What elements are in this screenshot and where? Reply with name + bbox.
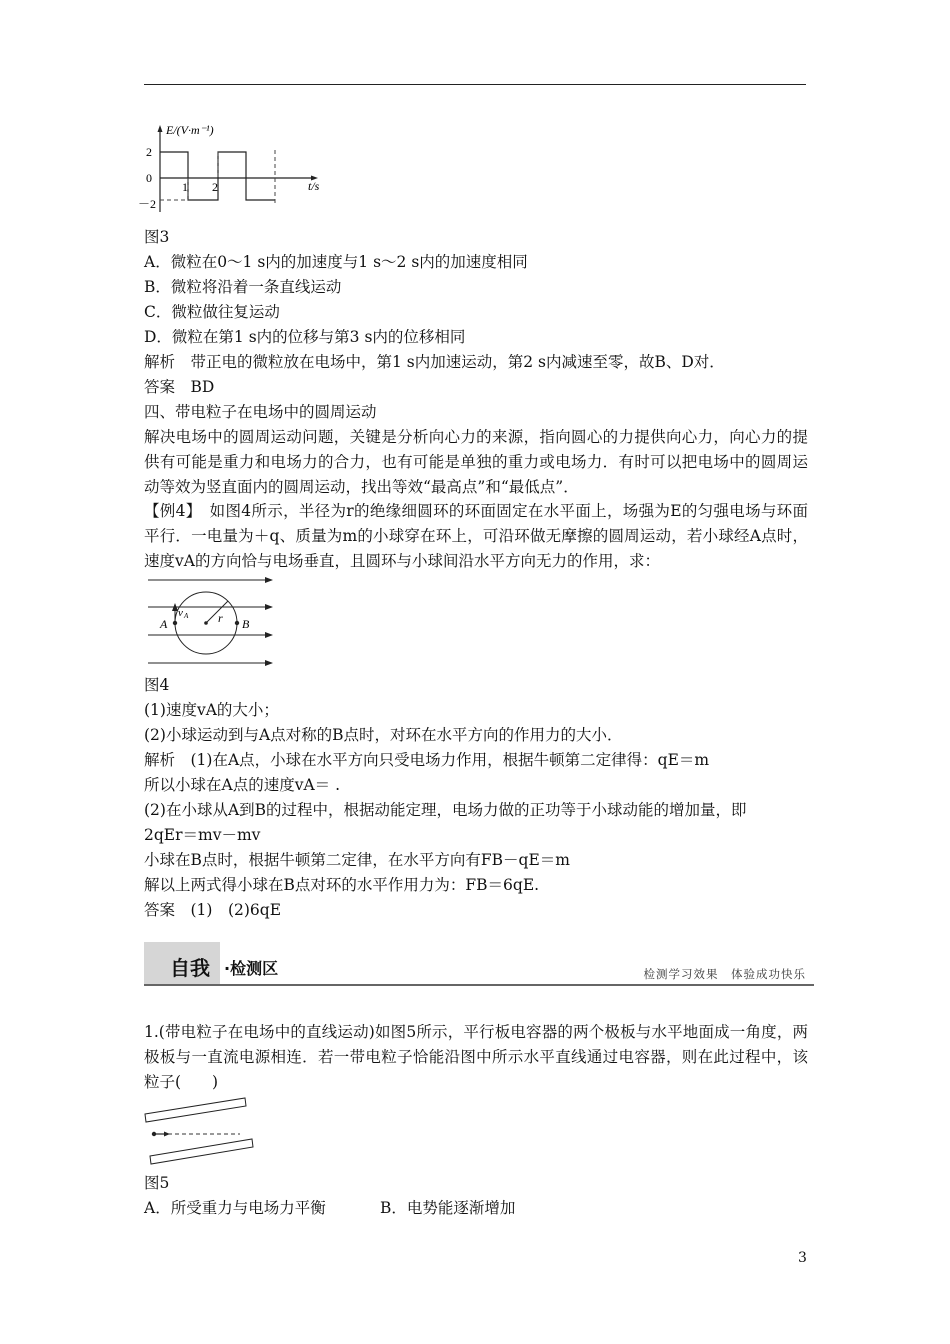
option-c: C．微粒做往复运动 bbox=[144, 303, 280, 321]
option-b: B．微粒将沿着一条直线运动 bbox=[144, 278, 342, 296]
y-axis-label: E/(V·m⁻¹) bbox=[166, 123, 214, 137]
solution-line-4: 2qEr＝mv－mv bbox=[144, 826, 261, 844]
radius-label: r bbox=[218, 611, 223, 625]
velocity-subscript: A bbox=[184, 612, 189, 620]
solution-line-6: 解以上两式得小球在B点对环的水平作用力为：FB＝6qE. bbox=[144, 876, 540, 894]
y-tick-neg2: －2 bbox=[138, 197, 157, 211]
option-d: D．微粒在第1 s内的位移与第3 s内的位移相同 bbox=[144, 328, 466, 346]
answer-1: 答案 BD bbox=[144, 378, 215, 396]
velocity-label: v bbox=[178, 607, 183, 619]
y-tick-0: 0 bbox=[146, 171, 152, 185]
header-rule bbox=[144, 84, 806, 85]
figure-3-graph bbox=[138, 120, 338, 214]
section-4-text: 解决电场中的圆周运动问题，关键是分析向心力的来源，指向圆心的力提供向心力，向心力的提供有可能是重力和电场力的合力，也有可能是单独的重力或电场力．有时可以把电场中的圆周运动等效为竖直面内的圆周运动，找出等效“最高点”和“最低点”． bbox=[144, 428, 808, 496]
figure-5-diagram bbox=[144, 1094, 264, 1170]
x-tick-1: 1 bbox=[182, 180, 188, 194]
solution-line-3: (2)在小球从A到B的过程中，根据动能定理，电场力做的正功等于小球动能的增加量，即 bbox=[144, 801, 747, 819]
solution-line-5: 小球在B点时，根据牛顿第二定律，在水平方向有FB－qE＝m bbox=[144, 851, 570, 869]
point-b-label: B bbox=[242, 617, 250, 631]
y-tick-2: 2 bbox=[146, 145, 152, 159]
x-tick-2: 2 bbox=[212, 180, 218, 194]
answer-4: 答案 (1) (2)6qE bbox=[144, 901, 282, 919]
self-check-banner bbox=[144, 942, 814, 986]
page-number: 3 bbox=[798, 1250, 807, 1266]
banner-slogan: 检测学习效果 体验成功快乐 bbox=[643, 967, 806, 981]
question-5-option-a: A．所受重力与电场力平衡 bbox=[144, 1199, 326, 1217]
banner-subtitle: ·检测区 bbox=[224, 959, 279, 978]
solution-line-1: 解析 (1)在A点，小球在水平方向只受电场力作用，根据牛顿第二定律得：qE＝m bbox=[144, 751, 710, 769]
section-4-title: 四、带电粒子在电场中的圆周运动 bbox=[144, 403, 377, 421]
banner-title: 自我 bbox=[170, 956, 210, 980]
figure-4-caption: 图4 bbox=[144, 676, 170, 694]
question-5-option-b: B．电势能逐渐增加 bbox=[380, 1199, 516, 1217]
x-axis-label: t/s bbox=[308, 179, 320, 193]
figure-4-diagram bbox=[144, 572, 280, 672]
question-4-2: (2)小球运动到与A点对称的B点时，对环在水平方向的作用力的大小． bbox=[144, 726, 623, 744]
point-a-label: A bbox=[160, 617, 168, 631]
figure-3-caption: 图3 bbox=[144, 228, 170, 246]
question-5-text: 1.(带电粒子在电场中的直线运动)如图5所示，平行板电容器的两个极板与水平地面成一角度，两极板与一直流电源相连．若一带电粒子恰能沿图中所示水平直线通过电容器，则在此过程中，该粒子( ) bbox=[144, 1023, 808, 1091]
analysis-1: 解析 带正电的微粒放在电场中，第1 s内加速运动，第2 s内减速至零，故B、D对． bbox=[144, 353, 725, 371]
question-4-1: (1)速度vA的大小； bbox=[144, 701, 279, 719]
figure-5-caption: 图5 bbox=[144, 1174, 170, 1192]
example-4-text: 【例4】 如图4所示，半径为r的绝缘细圆环的环面固定在水平面上，场强为E的匀强电场与环面平行．一电量为＋q、质量为m的小球穿在环上，可沿环做无摩擦的圆周运动，若小球经A点时，速度vA的方向恰与电场垂直，且圆环与小球间沿水平方向无力的作用，求： bbox=[144, 502, 808, 570]
solution-line-2: 所以小球在A点的速度vA＝ . bbox=[144, 776, 340, 794]
banner-rule bbox=[144, 984, 814, 986]
option-a: A．微粒在0～1 s内的加速度与1 s～2 s内的加速度相同 bbox=[144, 253, 528, 271]
